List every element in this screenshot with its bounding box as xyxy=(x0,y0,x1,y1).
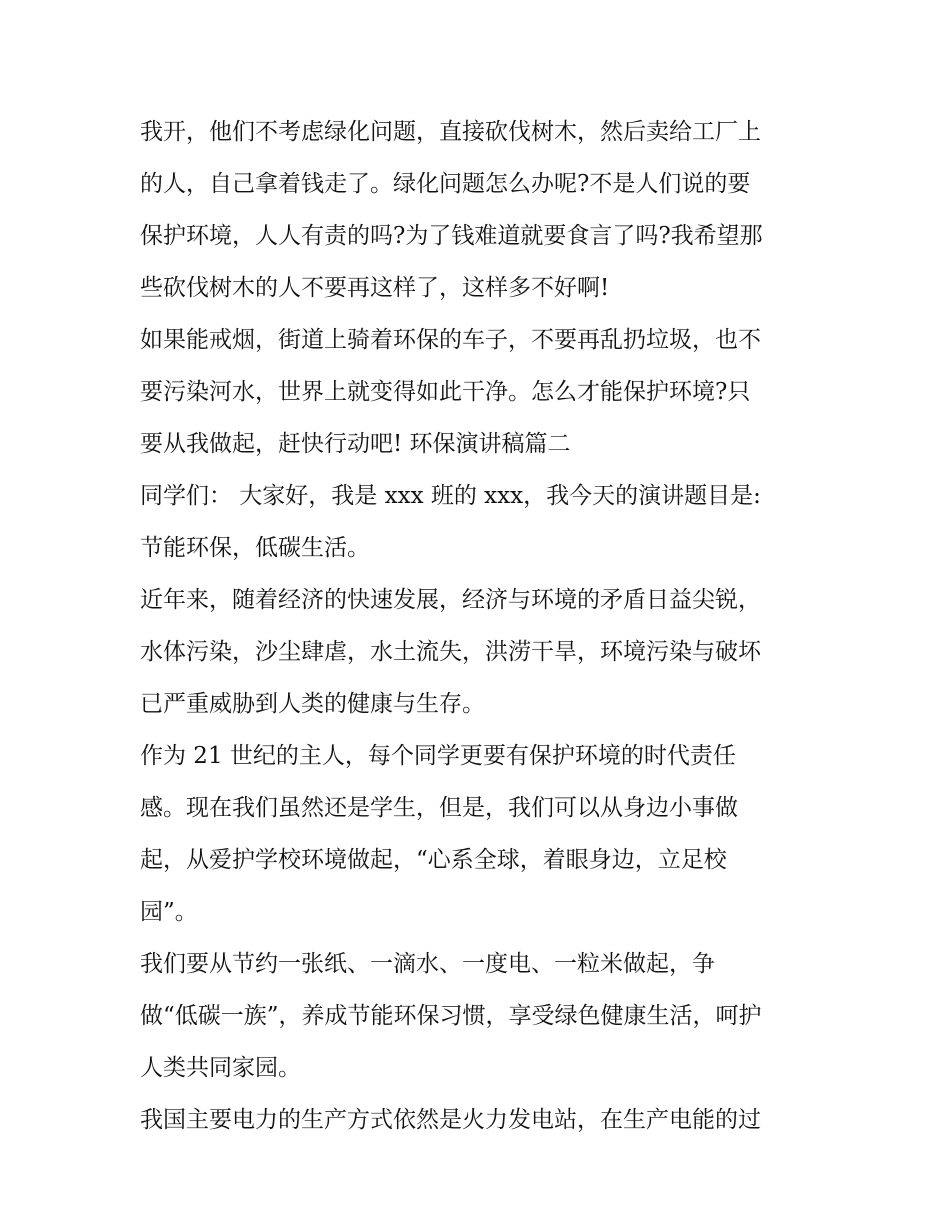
text-line: 如果能戒烟，街道上骑着环保的车子，不要再乱扔垃圾，也不 xyxy=(140,327,761,353)
text-line: 保护环境，人人有责的吗?为了钱难道就要食言了吗?我希望那 xyxy=(140,223,763,249)
text-line: 做“低碳一族”，养成节能环保习惯，享受绿色健康生活，呵护 xyxy=(140,1003,762,1029)
text-line: 我们要从节约一张纸、一滴水、一度电、一粒米做起，争 xyxy=(140,951,715,977)
text-line: 些砍伐树木的人不要再这样了，这样多不好啊! xyxy=(140,275,610,301)
text-line: 已严重威胁到人类的健康与生存。 xyxy=(140,691,485,717)
text-line: 园”。 xyxy=(140,899,198,925)
text-line: 同学们： 大家好，我是 xxx 班的 xxx，我今天的演讲题目是: xyxy=(140,483,761,509)
text-line: 水体污染，沙尘肆虐，水土流失，洪涝干旱，环境污染与破坏 xyxy=(140,639,761,665)
text-line: 感。现在我们虽然还是学生，但是，我们可以从身边小事做 xyxy=(140,795,738,821)
text-line: 近年来，随着经济的快速发展，经济与环境的矛盾日益尖锐， xyxy=(140,587,761,613)
document-body xyxy=(140,106,830,1146)
text-line: 作为 21 世纪的主人，每个同学更要有保护环境的时代责任 xyxy=(140,743,736,769)
text-line: 要从我做起，赶快行动吧! 环保演讲稿篇二 xyxy=(140,431,571,457)
text-line: 人类共同家园。 xyxy=(140,1055,301,1081)
text-line: 的人，自己拿着钱走了。绿化问题怎么办呢?不是人们说的要 xyxy=(140,171,751,197)
text-line: 我开，他们不考虑绿化问题，直接砍伐树木，然后卖给工厂上 xyxy=(140,119,761,145)
text-line: 要污染河水，世界上就变得如此干净。怎么才能保护环境?只 xyxy=(140,379,751,405)
text-line: 起，从爱护学校环境做起，“心系全球，着眼身边，立足校 xyxy=(140,847,727,873)
text-line: 节能环保，低碳生活。 xyxy=(140,535,370,561)
text-line: 我国主要电力的生产方式依然是火力发电站，在生产电能的过 xyxy=(140,1107,761,1133)
